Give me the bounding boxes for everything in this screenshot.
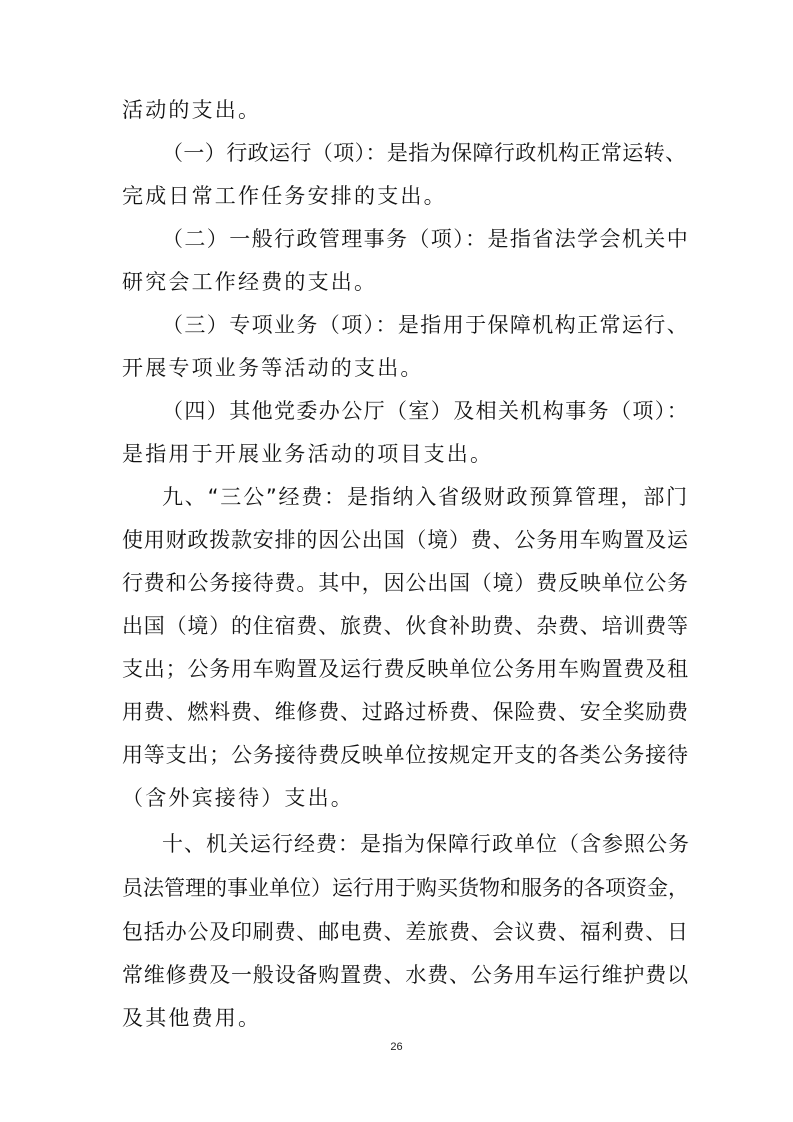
page-number: 26 bbox=[390, 1041, 403, 1053]
text-line: 员法管理的事业单位）运行用于购买货物和服务的各项资金， bbox=[122, 876, 689, 900]
text-line: 是指用于开展业务活动的项目支出。 bbox=[122, 442, 494, 466]
text-line: 用等支出；公务接待费反映单位按规定开支的各类公务接待 bbox=[122, 743, 689, 767]
text-line: 出国（境）的住宿费、旅费、伙食补助费、杂费、培训费等 bbox=[122, 614, 689, 638]
text-line: 使用财政拨款安排的因公出国（境）费、公务用车购置及运 bbox=[122, 528, 689, 552]
text-line: （四）其他党委办公厅（室）及相关机构事务（项）： bbox=[162, 399, 690, 423]
text-line: （三）专项业务（项）：是指用于保障机构正常运行、 bbox=[162, 313, 690, 337]
text-line: 十、机关运行经费：是指为保障行政单位（含参照公务 bbox=[162, 832, 690, 856]
text-line: 支出；公务用车购置及运行费反映单位公务用车购置费及租 bbox=[122, 657, 689, 681]
text-line: 活动的支出。 bbox=[122, 98, 262, 122]
text-line: 包括办公及印刷费、邮电费、差旅费、会议费、福利费、日 bbox=[122, 920, 689, 944]
text-line: （二）一般行政管理事务（项）：是指省法学会机关中 bbox=[162, 227, 690, 251]
text-line: 研究会工作经费的支出。 bbox=[122, 270, 378, 294]
text-line: 完成日常工作任务安排的支出。 bbox=[122, 184, 447, 208]
text-line: 常维修费及一般设备购置费、水费、公务用车运行维护费以 bbox=[122, 963, 689, 987]
text-line: （一）行政运行（项）：是指为保障行政机构正常运转、 bbox=[162, 141, 687, 165]
text-line: 九、“三公”经费：是指纳入省级财政预算管理，部门 bbox=[162, 485, 689, 509]
text-line: 开展专项业务等活动的支出。 bbox=[122, 356, 424, 380]
text-line: 及其他费用。 bbox=[122, 1006, 262, 1030]
text-line: 行费和公务接待费。其中，因公出国（境）费反映单位公务 bbox=[122, 571, 689, 595]
text-line: 用费、燃料费、维修费、过路过桥费、保险费、安全奖励费 bbox=[122, 700, 689, 724]
text-line: （含外宾接待）支出。 bbox=[122, 786, 354, 810]
